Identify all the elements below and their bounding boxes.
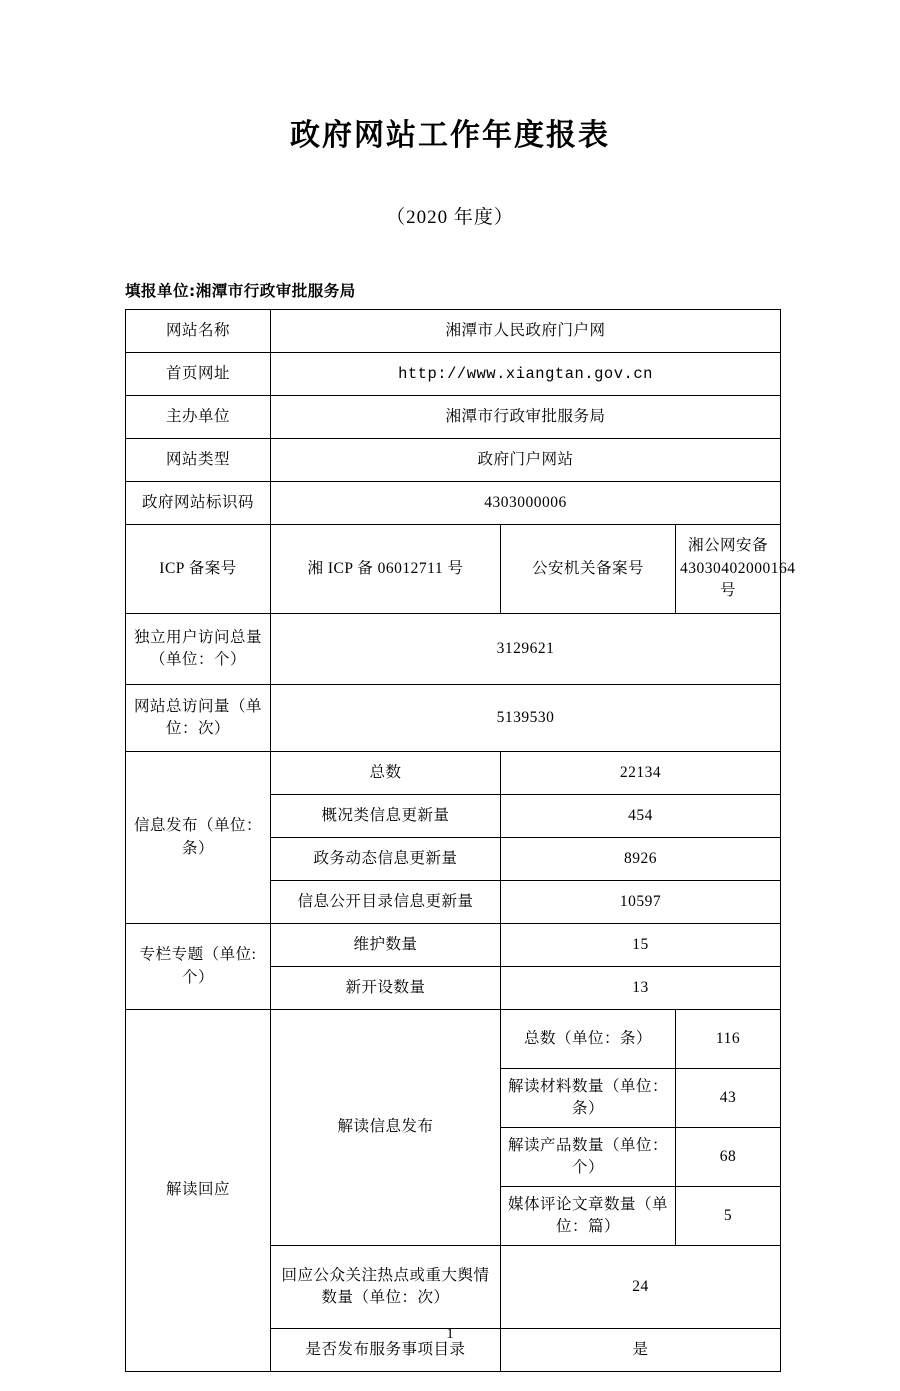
table-row	[126, 685, 781, 752]
interpret-product-label: 解读产品数量（单位：个）	[501, 1128, 676, 1187]
site-name-label: 网站名称	[126, 310, 271, 353]
service-catalog-label: 是否发布服务事项目录	[271, 1329, 501, 1372]
service-catalog-value: 是	[501, 1329, 781, 1372]
page-subtitle: （2020 年度）	[386, 207, 514, 228]
interpret-total-label: 总数（单位：条）	[501, 1010, 676, 1069]
total-visits-label: 网站总访问量（单位：次）	[126, 685, 271, 752]
page-title: 政府网站工作年度报表	[290, 118, 610, 153]
interpret-response-label: 解读回应	[126, 1010, 271, 1372]
info-total-value: 22134	[501, 752, 781, 795]
overview-update-value: 454	[501, 795, 781, 838]
site-type-label: 网站类型	[126, 439, 271, 482]
icp-value: 湘 ICP 备 06012711 号	[271, 525, 501, 614]
host-unit-value: 湘潭市行政审批服务局	[271, 396, 781, 439]
annual-report-table	[125, 309, 796, 1372]
site-code-value: 4303000006	[271, 482, 781, 525]
table-row	[126, 752, 781, 795]
site-name-value: 湘潭市人民政府门户网	[271, 310, 781, 353]
maintain-count-label: 维护数量	[271, 924, 501, 967]
icp-label: ICP 备案号	[126, 525, 271, 614]
table-row	[126, 310, 781, 353]
disclosure-catalog-update-label: 信息公开目录信息更新量	[271, 881, 501, 924]
govaffairs-update-label: 政务动态信息更新量	[271, 838, 501, 881]
public-response-label: 回应公众关注热点或重大舆情数量（单位：次）	[271, 1246, 501, 1329]
site-type-value: 政府门户网站	[271, 439, 781, 482]
govaffairs-update-value: 8926	[501, 838, 781, 881]
table-row	[126, 525, 781, 614]
document-page	[0, 118, 900, 1391]
unique-visitors-value: 3129621	[271, 614, 781, 685]
interpret-material-label: 解读材料数量（单位：条）	[501, 1069, 676, 1128]
public-response-value: 24	[501, 1246, 781, 1329]
unique-visitors-label: 独立用户访问总量（单位：个）	[126, 614, 271, 685]
overview-update-label: 概况类信息更新量	[271, 795, 501, 838]
table-row	[126, 396, 781, 439]
filler-unit-label: 填报单位:湘潭市行政审批服务局	[125, 282, 356, 300]
interpret-material-value: 43	[676, 1069, 781, 1128]
interpret-total-value: 116	[676, 1010, 781, 1069]
table-row	[126, 439, 781, 482]
total-visits-value: 5139530	[271, 685, 781, 752]
police-record-label: 公安机关备案号	[501, 525, 676, 614]
table-row	[126, 353, 781, 396]
info-publish-label: 信息发布（单位：条）	[126, 752, 271, 924]
column-topic-label: 专栏专题（单位:个）	[126, 924, 271, 1010]
home-url-label: 首页网址	[126, 353, 271, 396]
new-count-label: 新开设数量	[271, 967, 501, 1010]
disclosure-catalog-update-value: 10597	[501, 881, 781, 924]
interpret-product-value: 68	[676, 1128, 781, 1187]
home-url-value: http://www.xiangtan.gov.cn	[271, 353, 781, 396]
table-row	[126, 614, 781, 685]
table-row	[126, 1010, 781, 1069]
maintain-count-value: 15	[501, 924, 781, 967]
host-unit-label: 主办单位	[126, 396, 271, 439]
page-number: 1	[446, 1326, 454, 1342]
new-count-value: 13	[501, 967, 781, 1010]
interpret-publish-label: 解读信息发布	[271, 1010, 501, 1246]
media-comment-label: 媒体评论文章数量（单位：篇）	[501, 1187, 676, 1246]
info-total-label: 总数	[271, 752, 501, 795]
site-code-label: 政府网站标识码	[126, 482, 271, 525]
media-comment-value: 5	[676, 1187, 781, 1246]
table-row	[126, 924, 781, 967]
police-record-value: 湘公网安备 43030402000164 号	[676, 525, 781, 614]
table-row	[126, 482, 781, 525]
